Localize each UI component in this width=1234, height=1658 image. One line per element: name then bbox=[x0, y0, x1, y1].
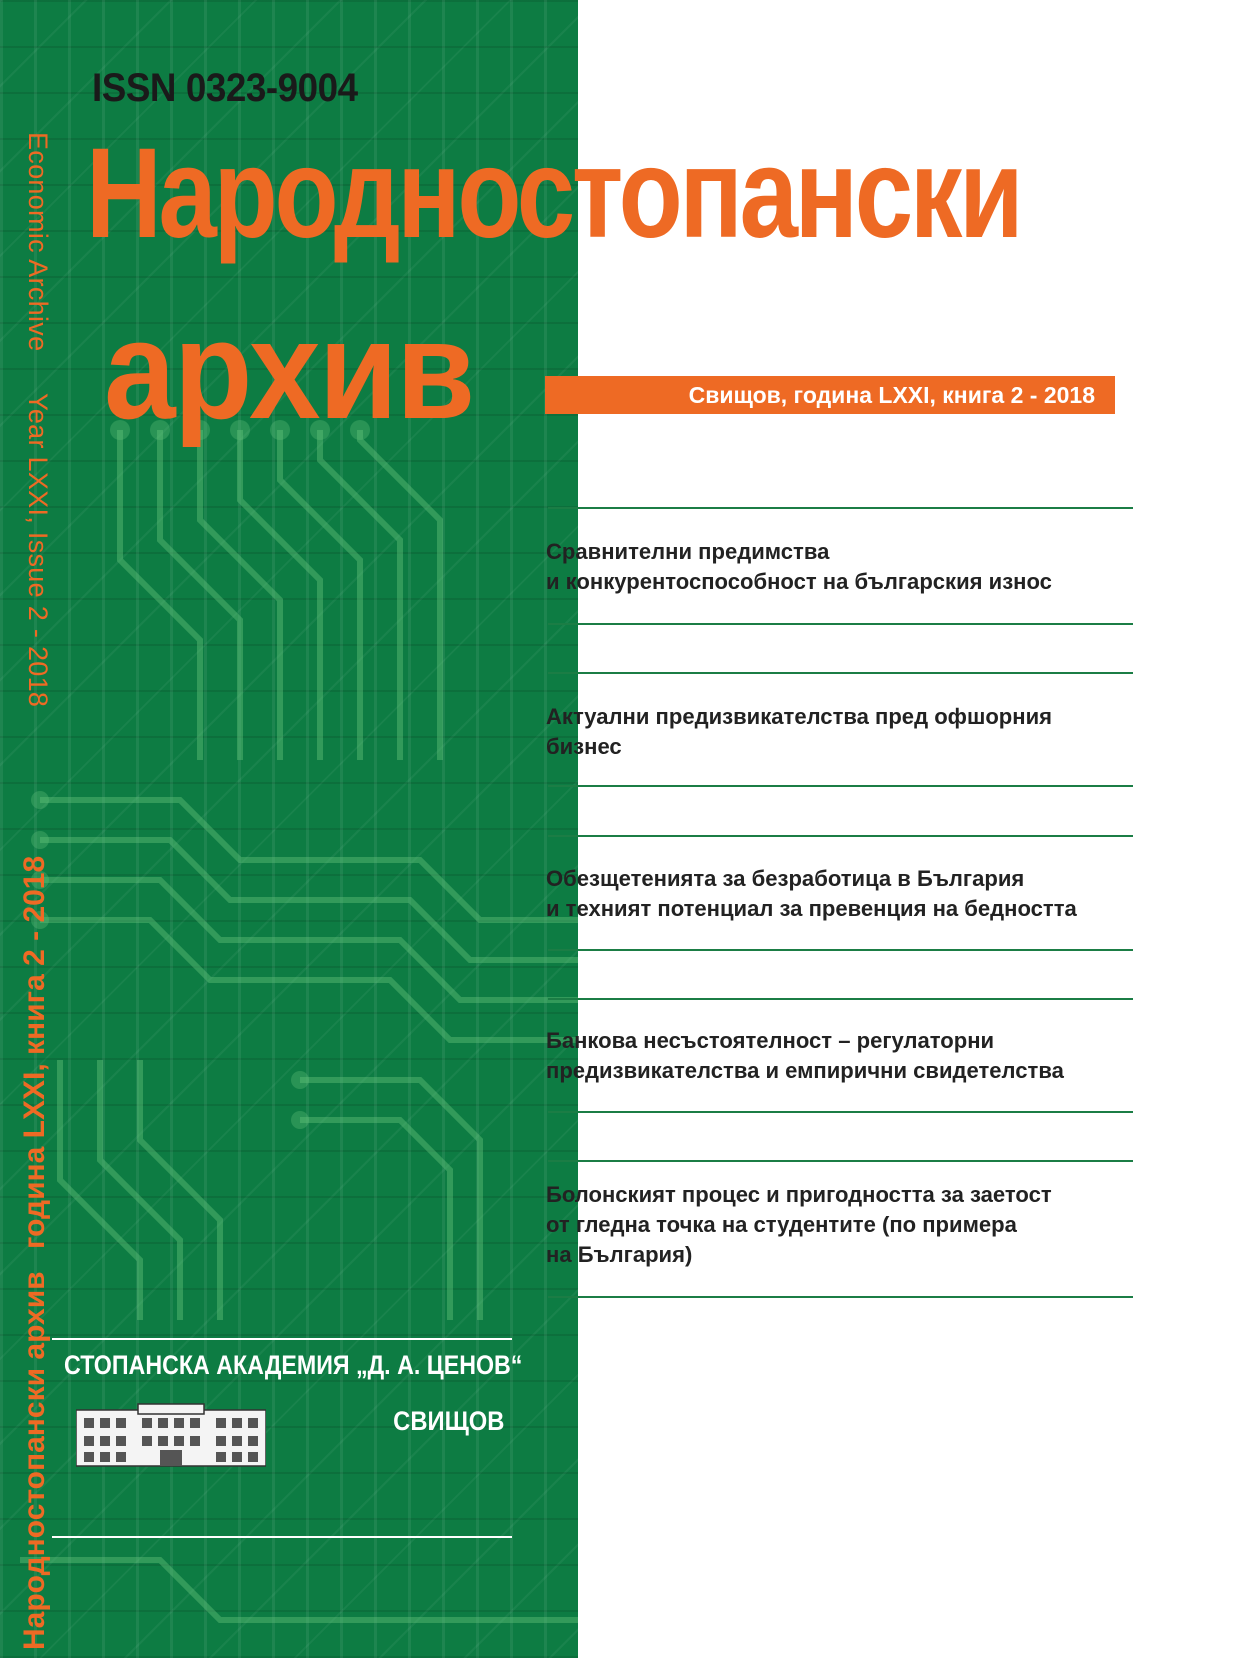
rule bbox=[548, 672, 1133, 674]
article-line: Сравнителни предимства bbox=[546, 539, 830, 564]
article-title-1 bbox=[546, 537, 1134, 597]
article-line: и конкурентоспособност на българския износ bbox=[546, 569, 1052, 594]
rule bbox=[548, 623, 1133, 625]
article-title-5 bbox=[546, 1180, 1134, 1270]
article-line: Обезщетенията за безработица в България bbox=[546, 866, 1025, 891]
article-line: на България) bbox=[546, 1242, 693, 1267]
article-line: предизвикателства и емпирични свидетелства bbox=[546, 1058, 1064, 1083]
article-line: Актуални предизвикателства пред офшорния bbox=[546, 704, 1053, 729]
publisher-block bbox=[52, 1338, 523, 1538]
article-line: бизнес bbox=[546, 734, 622, 759]
article-line: Болонският процес и пригодността за заетост bbox=[546, 1182, 1052, 1207]
publisher-name: СТОПАНСКА АКАДЕМИЯ „Д. А. ЦЕНОВ“ bbox=[64, 1350, 523, 1380]
rule bbox=[548, 507, 1133, 509]
spine-english-issue: Year LXXI, Issue 2 - 2018 bbox=[23, 393, 53, 708]
rule bbox=[548, 785, 1133, 787]
rule bbox=[548, 1160, 1133, 1162]
rule bbox=[548, 1296, 1133, 1298]
rule bbox=[548, 1111, 1133, 1113]
article-line: и техният потенциал за превенция на бедността bbox=[546, 896, 1077, 921]
spine-english bbox=[22, 132, 53, 708]
journal-title-line2: архив bbox=[104, 291, 474, 448]
spine-english-title: Economic Archive bbox=[23, 132, 53, 352]
academy-building-icon bbox=[76, 1402, 266, 1468]
journal-title-line1: Народностопански bbox=[86, 122, 1021, 265]
edition-text: Свищов, година LXXI, книга 2 - 2018 bbox=[688, 381, 1095, 408]
rule bbox=[548, 949, 1133, 951]
article-line: Банкова несъстоятелност – регулаторни bbox=[546, 1028, 995, 1053]
spine-bulgarian-issue: година LXXI, книга 2 - 2018 bbox=[18, 856, 51, 1250]
article-title-2 bbox=[546, 702, 1134, 762]
spine-bulgarian-title: Народностопански архив bbox=[18, 1271, 51, 1650]
article-line: от гледна точка на студентите (по примера bbox=[546, 1212, 1017, 1237]
rule bbox=[548, 998, 1133, 1000]
rule bbox=[548, 835, 1133, 837]
issn-number: ISSN 0323-9004 bbox=[92, 66, 358, 110]
article-title-4 bbox=[546, 1026, 1134, 1086]
publisher-city: СВИЩОВ bbox=[392, 1406, 504, 1436]
edition-banner bbox=[545, 376, 1115, 414]
spine-bulgarian bbox=[18, 800, 52, 1650]
article-title-3 bbox=[546, 864, 1134, 924]
